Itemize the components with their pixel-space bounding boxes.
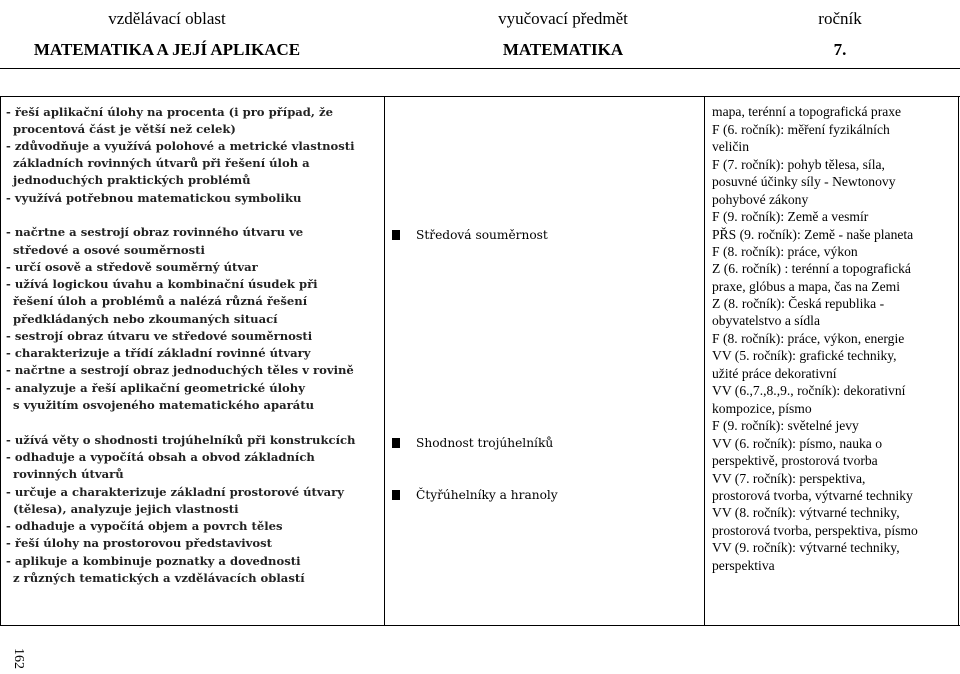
topic-item bbox=[392, 488, 558, 502]
outcome-line: - řeší úlohy na prostorovou představivost bbox=[6, 536, 272, 550]
topic-label: Čtyřúhelníky a hranoly bbox=[416, 488, 558, 502]
outcome-line: - aplikuje a kombinuje poznatky a dovednosti bbox=[6, 554, 301, 568]
relation-line: VV (7. ročník): perspektiva, bbox=[712, 471, 866, 486]
relation-line: posuvné účinky síly - Newtonovy bbox=[712, 174, 896, 189]
square-bullet-icon bbox=[392, 490, 400, 500]
relation-line: F (6. ročník): měření fyzikálních bbox=[712, 122, 890, 137]
table-border-left bbox=[0, 97, 1, 625]
outcome-line: - odhaduje a vypočítá obsah a obvod základních bbox=[6, 450, 315, 464]
topic-label: Shodnost trojúhelníků bbox=[416, 436, 554, 450]
relation-line: VV (6.,7.,8.,9., ročník): dekorativní bbox=[712, 383, 906, 398]
relation-line: Z (8. ročník): Česká republika - bbox=[712, 296, 885, 311]
outcome-line: - zdůvodňuje a využívá polohové a metrické vlastnosti bbox=[6, 139, 355, 153]
relation-line: perspektiva bbox=[712, 558, 775, 573]
relation-line: prostorová tvorba, výtvarné techniky bbox=[712, 488, 913, 503]
relation-line: pohybové zákony bbox=[712, 192, 809, 207]
outcome-line: (tělesa), analyzuje jejich vlastnosti bbox=[13, 502, 239, 516]
outcome-line: - určí osově a středově souměrný útvar bbox=[6, 260, 258, 274]
outcome-line: - využívá potřebnou matematickou symboliku bbox=[6, 191, 302, 205]
outcome-line: rovinných útvarů bbox=[13, 467, 124, 481]
outcome-line: procentová část je větší než celek) bbox=[13, 122, 236, 136]
outcome-line: - odhaduje a vypočítá objem a povrch těles bbox=[6, 519, 283, 533]
relation-line: VV (9. ročník): výtvarné techniky, bbox=[712, 540, 900, 555]
relation-line: praxe, glóbus a mapa, čas na Zemi bbox=[712, 279, 900, 294]
outcome-line: - načrtne a sestrojí obraz jednoduchých těles v rovině bbox=[6, 363, 354, 377]
outcome-line: - analyzuje a řeší aplikační geometrické úlohy bbox=[6, 381, 305, 395]
relation-line: F (7. ročník): pohyb tělesa, síla, bbox=[712, 157, 885, 172]
outcome-line: - charakterizuje a třídí základní rovinné útvary bbox=[6, 346, 311, 360]
label-grade: ročník bbox=[818, 9, 862, 28]
topic-item bbox=[392, 228, 548, 242]
relation-line: veličin bbox=[712, 139, 749, 154]
outcome-line: - užívá logickou úvahu a kombinační úsudek při bbox=[6, 277, 318, 291]
table-border-right bbox=[958, 97, 959, 625]
label-subject: vyučovací předmět bbox=[498, 9, 628, 28]
relation-line: VV (5. ročník): grafické techniky, bbox=[712, 348, 897, 363]
relation-line: užité práce dekorativní bbox=[712, 366, 837, 381]
outcome-line: základních rovinných útvarů při řešení úloh a bbox=[13, 156, 310, 170]
relation-line: PŘS (9. ročník): Země - naše planeta bbox=[712, 227, 914, 242]
outcome-line: jednoduchých praktických problémů bbox=[13, 173, 251, 187]
column-divider bbox=[384, 97, 385, 625]
outcome-line: - řeší aplikační úlohy na procenta (i pro případ, že bbox=[6, 105, 333, 119]
column-divider bbox=[704, 97, 705, 625]
header-table bbox=[0, 0, 960, 69]
relation-line: F (9. ročník): Země a vesmír bbox=[712, 209, 869, 224]
outcome-line: středové a osové souměrnosti bbox=[13, 243, 205, 257]
topic-item bbox=[392, 436, 553, 450]
outcome-line: s využitím osvojeného matematického aparátu bbox=[13, 398, 315, 412]
relation-line: prostorová tvorba, perspektiva, písmo bbox=[712, 523, 918, 538]
relation-line: VV (6. ročník): písmo, nauka o bbox=[712, 436, 883, 451]
relation-line: VV (8. ročník): výtvarné techniky, bbox=[712, 505, 900, 520]
outcome-line: - určuje a charakterizuje základní prostorové útvary bbox=[6, 485, 345, 499]
relation-line: F (8. ročník): práce, výkon bbox=[712, 244, 858, 259]
relation-line: mapa, terénní a topografická praxe bbox=[712, 104, 902, 119]
label-area: vzdělávací oblast bbox=[108, 9, 226, 28]
curriculum-table bbox=[0, 96, 960, 626]
relation-line: Z (6. ročník) : terénní a topografická bbox=[712, 261, 911, 276]
outcome-line: - sestrojí obraz útvaru ve středové souměrnosti bbox=[6, 329, 313, 343]
outcome-line: z různých tematických a vzdělávacích oblastí bbox=[13, 571, 305, 585]
value-subject: MATEMATIKA bbox=[502, 40, 624, 59]
relation-line: F (8. ročník): práce, výkon, energie bbox=[712, 331, 905, 346]
relation-line: kompozice, písmo bbox=[712, 401, 812, 416]
square-bullet-icon bbox=[392, 230, 400, 240]
outcome-line: řešení úloh a problémů a nalézá různá řešení bbox=[13, 294, 308, 308]
outcome-line: - načrtne a sestrojí obraz rovinného útvaru ve bbox=[6, 225, 304, 239]
value-grade: 7. bbox=[833, 40, 847, 59]
page-number: 162 bbox=[11, 648, 26, 669]
relation-line: F (9. ročník): světelné jevy bbox=[712, 418, 859, 433]
square-bullet-icon bbox=[392, 438, 400, 448]
relation-line: obyvatelstvo a sídla bbox=[712, 313, 820, 328]
outcome-line: předkládaných nebo zkoumaných situací bbox=[13, 312, 278, 326]
relation-line: perspektivě, prostorová tvorba bbox=[712, 453, 878, 468]
value-area: MATEMATIKA A JEJÍ APLIKACE bbox=[33, 40, 301, 59]
topic-label: Středová souměrnost bbox=[416, 228, 548, 242]
outcome-line: - užívá věty o shodnosti trojúhelníků při konstrukcích bbox=[6, 433, 356, 447]
